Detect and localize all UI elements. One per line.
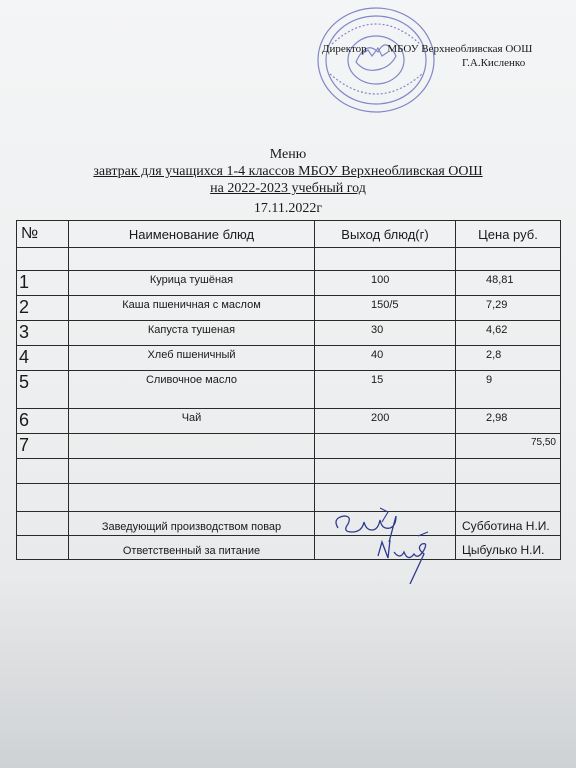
- responsible-role: Ответственный за питание: [69, 536, 315, 560]
- row-number: 4: [17, 346, 69, 371]
- row-number: 3: [17, 321, 69, 346]
- dish-price: 7,29: [456, 296, 561, 321]
- dish-weight: 15: [315, 371, 456, 409]
- dish-name: Каша пшеничная с маслом: [69, 296, 315, 321]
- approval-name: Г.А.Кисленко: [462, 57, 526, 69]
- school-seal-stamp: [312, 4, 440, 116]
- table-row: [17, 321, 561, 346]
- row-number: 1: [17, 271, 69, 296]
- table-header-row: [17, 221, 561, 248]
- signature-row-responsible: [17, 536, 561, 560]
- column-header-price: Цена руб.: [456, 221, 561, 248]
- row-number: 5: [17, 371, 69, 409]
- dish-price: 9: [456, 371, 561, 409]
- dish-weight: 100: [315, 271, 456, 296]
- table-empty-row: [17, 459, 561, 484]
- photo-shadow: [0, 578, 576, 768]
- dish-name: Курица тушёная: [69, 271, 315, 296]
- dish-name: Хлеб пшеничный: [69, 346, 315, 371]
- table-row: [17, 296, 561, 321]
- row-number: 6: [17, 409, 69, 434]
- table-row: [17, 371, 561, 409]
- menu-heading: [0, 146, 576, 217]
- dish-price: 4,62: [456, 321, 561, 346]
- dish-weight: 150/5: [315, 296, 456, 321]
- dish-name: Чай: [69, 409, 315, 434]
- menu-title: Меню: [269, 147, 307, 162]
- table-total-row: [17, 434, 561, 459]
- cook-role: Заведующий производством повар: [69, 512, 315, 536]
- dish-price: 2,8: [456, 346, 561, 371]
- dish-name: Сливочное масло: [69, 371, 315, 409]
- dish-name: Капуста тушеная: [69, 321, 315, 346]
- approval-role: Директор: [322, 43, 367, 55]
- menu-date: 17.11.2022г: [253, 201, 323, 216]
- row-number: 2: [17, 296, 69, 321]
- cook-signature-cell: [315, 512, 456, 536]
- column-header-number: №: [17, 221, 69, 248]
- dish-price: 48,81: [456, 271, 561, 296]
- table-row: [17, 409, 561, 434]
- table-row: [17, 271, 561, 296]
- dish-price: 2,98: [456, 409, 561, 434]
- approval-org: МБОУ Верхнеобливская ООШ: [387, 43, 533, 55]
- responsible-signature-cell: [315, 536, 456, 560]
- cook-name: Субботина Н.И.: [456, 512, 561, 536]
- dish-weight: 40: [315, 346, 456, 371]
- dish-weight: 30: [315, 321, 456, 346]
- menu-subtitle: завтрак для учащихся 1-4 классов МБОУ Верхнеобливская ООШ: [93, 164, 483, 179]
- dish-weight: 200: [315, 409, 456, 434]
- responsible-name: Цыбулько Н.И.: [456, 536, 561, 560]
- column-header-dish: Наименование блюд: [69, 221, 315, 248]
- column-header-weight: Выход блюд(г): [315, 221, 456, 248]
- signature-row-cook: [17, 512, 561, 536]
- menu-table: [16, 220, 561, 560]
- row-number: 7: [17, 434, 69, 459]
- total-price: 75,50: [456, 434, 561, 459]
- table-empty-row: [17, 248, 561, 271]
- menu-school-year: на 2022-2023 учебный год: [210, 181, 366, 196]
- table-row: [17, 346, 561, 371]
- table-empty-row: [17, 484, 561, 512]
- approval-block: [322, 42, 533, 69]
